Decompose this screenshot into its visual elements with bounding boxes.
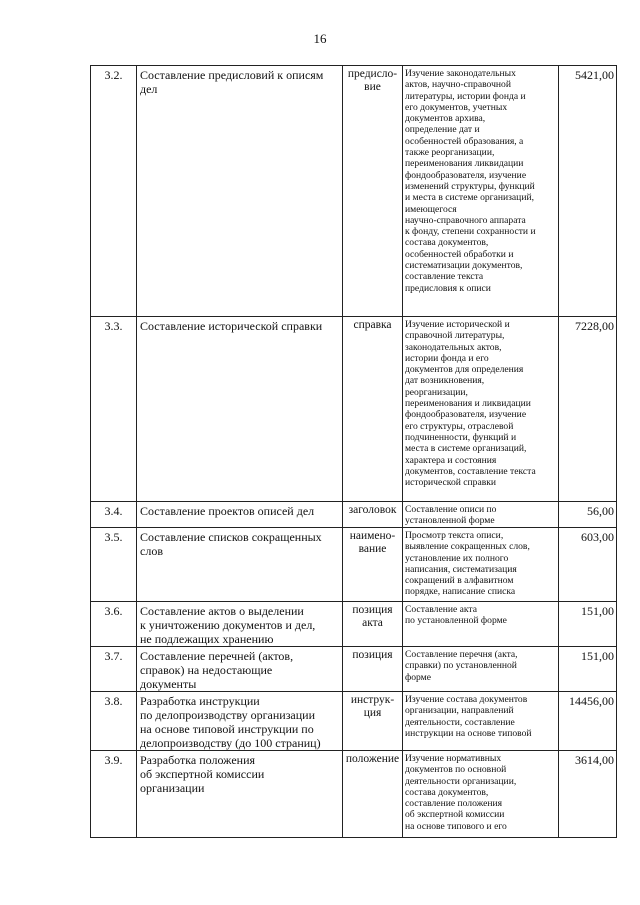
row-number: 3.7. — [91, 647, 137, 692]
table-row — [91, 66, 617, 317]
work-name: Составление проектов описей дел — [137, 502, 343, 528]
price: 603,00 — [559, 528, 617, 602]
row-number: 3.5. — [91, 528, 137, 602]
price: 14456,00 — [559, 692, 617, 751]
work-description: Просмотр текста описи, выявление сокращенных слов, установление их полного написания, систематизация сокращений в алфавитном порядке, написание списка — [403, 528, 559, 602]
work-description: Изучение исторической и справочной литературы, законодательных актов, истории фонда и его документов для определения дат возникновения, реорганизации, переименования и ликвидации фондообразователя, изучение его структуры, отраслевой подчиненности, функций и места в системе организаций, характера и состояния документов, составление текста исторической справки — [403, 317, 559, 502]
table-row — [91, 692, 617, 751]
row-number: 3.8. — [91, 692, 137, 751]
unit-of-measure: наимено- вание — [343, 528, 403, 602]
unit-of-measure: положение — [343, 751, 403, 838]
unit-of-measure: справка — [343, 317, 403, 502]
table-row — [91, 528, 617, 602]
row-number: 3.3. — [91, 317, 137, 502]
work-name: Составление перечней (актов, справок) на недостающие документы — [137, 647, 343, 692]
work-name: Разработка положения об экспертной комиссии организации — [137, 751, 343, 838]
work-name: Разработка инструкции по делопроизводству организации на основе типовой инструкции по делопроизводству (до 100 страниц) — [137, 692, 343, 751]
row-number: 3.6. — [91, 602, 137, 647]
work-name: Составление предисловий к описям дел — [137, 66, 343, 317]
unit-of-measure: предисло- вие — [343, 66, 403, 317]
work-description: Изучение состава документов организации, направлений деятельности, составление инструкции на основе типовой — [403, 692, 559, 751]
work-description: Изучение нормативных документов по основной деятельности организации, состава документов, составление положения об экспертной комиссии на основе типового и его — [403, 751, 559, 838]
table-row — [91, 502, 617, 528]
row-number: 3.9. — [91, 751, 137, 838]
row-number: 3.2. — [91, 66, 137, 317]
work-name: Составление актов о выделении к уничтожению документов и дел, не подлежащих хранению — [137, 602, 343, 647]
price: 3614,00 — [559, 751, 617, 838]
unit-of-measure: инструк- ция — [343, 692, 403, 751]
work-name: Составление исторической справки — [137, 317, 343, 502]
row-number: 3.4. — [91, 502, 137, 528]
page-number: 16 — [313, 31, 327, 46]
work-description: Составление описи по установленной форме — [403, 502, 559, 528]
table-row — [91, 751, 617, 838]
table-row — [91, 317, 617, 502]
work-name: Составление списков сокращенных слов — [137, 528, 343, 602]
price: 5421,00 — [559, 66, 617, 317]
table-row — [91, 602, 617, 647]
work-description: Составление акта по установленной форме — [403, 602, 559, 647]
table-row — [91, 647, 617, 692]
price: 7228,00 — [559, 317, 617, 502]
price-table — [90, 65, 617, 838]
price: 56,00 — [559, 502, 617, 528]
work-description: Составление перечня (акта, справки) по установленной форме — [403, 647, 559, 692]
price: 151,00 — [559, 647, 617, 692]
unit-of-measure: позиция акта — [343, 602, 403, 647]
unit-of-measure: позиция — [343, 647, 403, 692]
work-description: Изучение законодательных актов, научно-справочной литературы, истории фонда и его документов, учетных документов архива, определение дат и особенностей образования, а также реорганизации, переименования ликвидации фондообразователя, изучение изменений структуры, функций и места в системе организаций, имеющегося научно-справочного аппарата к фонду, степени сохранности и состава документов, особенностей обработки и систематизации документов, составление текста предисловия к описи — [403, 66, 559, 317]
price: 151,00 — [559, 602, 617, 647]
unit-of-measure: заголовок — [343, 502, 403, 528]
